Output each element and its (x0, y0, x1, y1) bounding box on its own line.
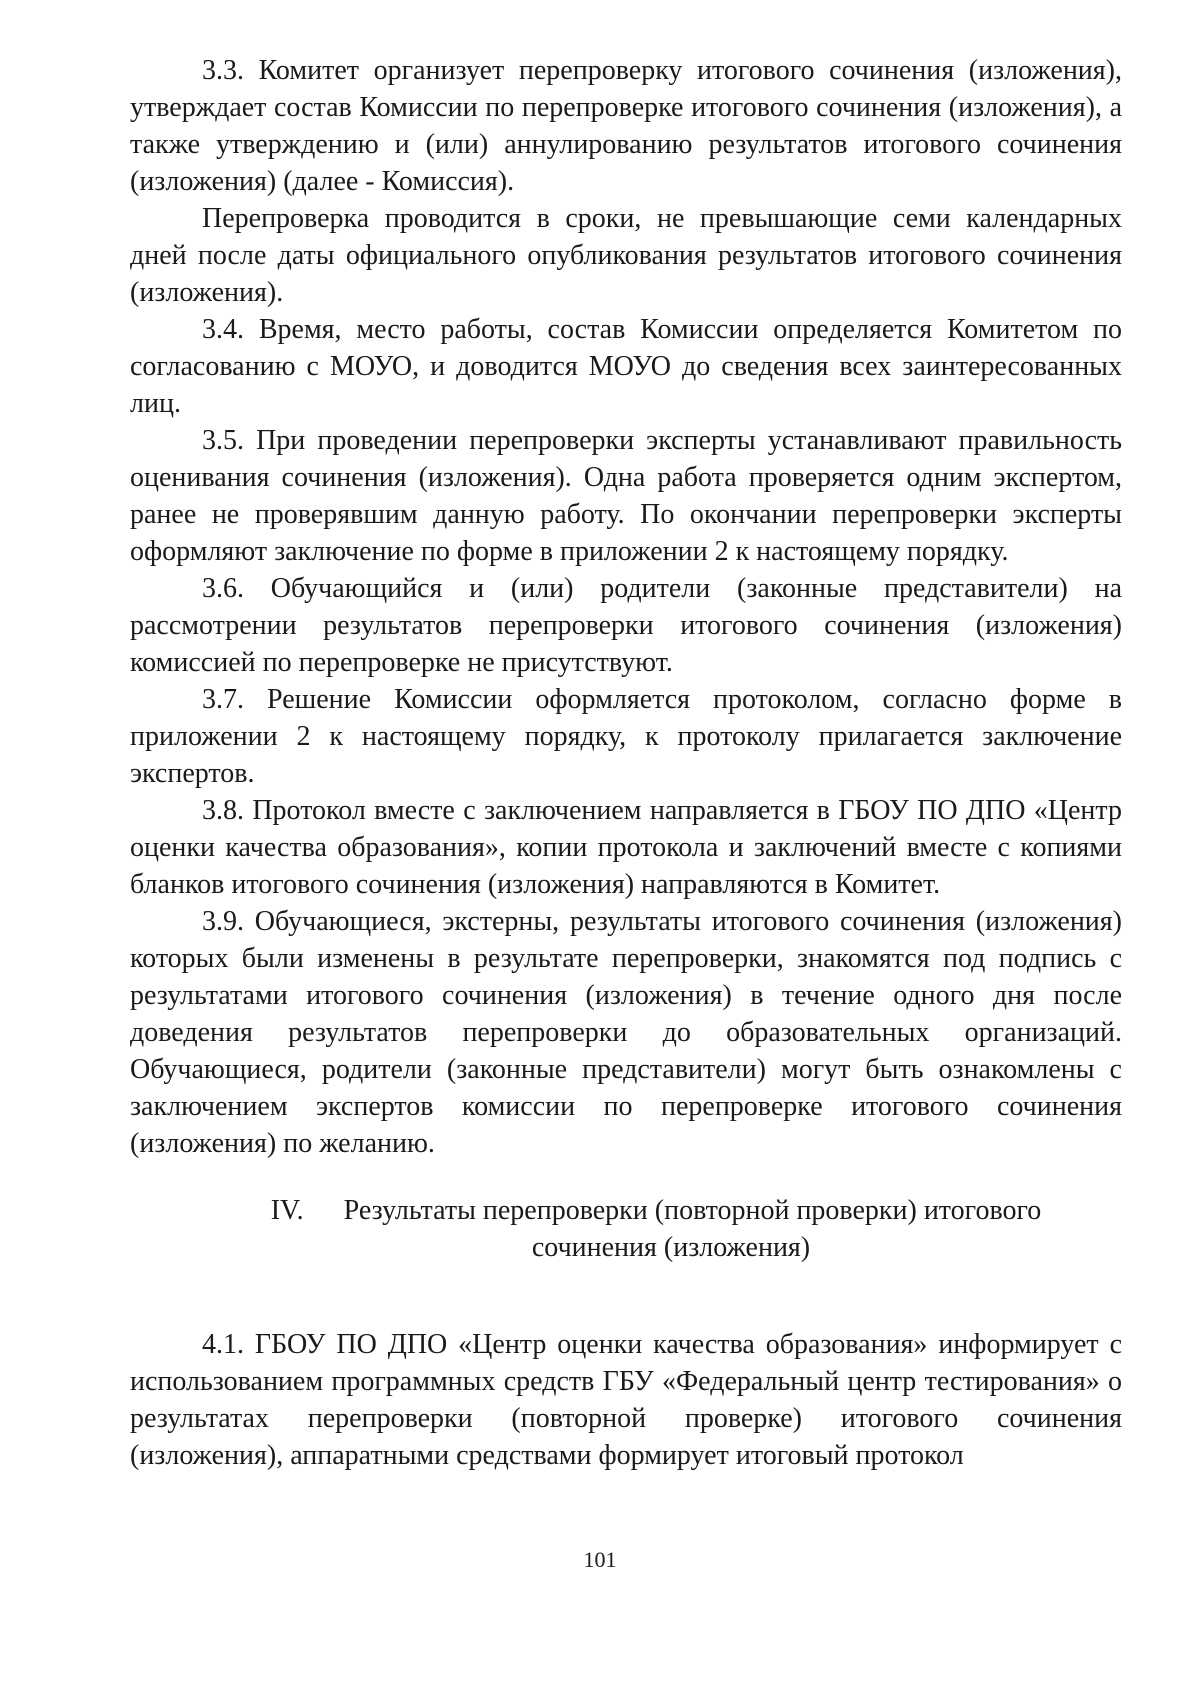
page-number: 101 (583, 1547, 617, 1572)
section-title-line-1: Результаты перепроверки (повторной проверки) итогового (343, 1195, 1042, 1226)
section-title-line-2: сочинения (изложения) (531, 1232, 811, 1263)
paragraph-3-3-recheck-term: Перепроверка проводится в сроки, не превышающие семи календарных дней после даты официального опубликования результатов итогового сочинения (изложения). (130, 203, 1122, 308)
section-number: IV. (270, 1195, 304, 1226)
paragraph-3-8: 3.8. Протокол вместе с заключением направляется в ГБОУ ПО ДПО «Центр оценки качества образования», копии протокола и заключений вместе с копиями бланков итогового сочинения (изложения) направляются в Комитет. (130, 795, 1122, 900)
paragraph-4-1: 4.1. ГБОУ ПО ДПО «Центр оценки качества образования» информирует с использованием программных средств ГБУ «Федеральный центр тестирования» о результатах перепроверки (повторной проверке) итогового сочинения (изложения), аппаратными средствами формирует итоговый протокол (130, 1329, 1122, 1471)
paragraph-3-5: 3.5. При проведении перепроверки эксперты устанавливают правильность оценивания сочинения (изложения). Одна работа проверяется одним экспертом, ранее не проверявшим данную работу. По окончании перепроверки эксперты оформляют заключение по форме в приложении 2 к настоящему порядку. (130, 425, 1122, 567)
document-page (130, 52, 1122, 1474)
section-heading (130, 1192, 1122, 1266)
paragraph-3-4: 3.4. Время, место работы, состав Комиссии определяется Комитетом по согласованию с МОУО, и доводится МОУО до сведения всех заинтересованных лиц. (130, 314, 1122, 419)
paragraph-3-7: 3.7. Решение Комиссии оформляется протоколом, согласно форме в приложении 2 к настоящему порядку, к протоколу прилагается заключение экспертов. (130, 684, 1122, 789)
section-heading-line-1 (130, 1192, 1122, 1229)
paragraph-3-9: 3.9. Обучающиеся, экстерны, результаты итогового сочинения (изложения) которых были изменены в результате перепроверки, знакомятся под подпись с результатами итогового сочинения (изложения) в течение одного дня после доведения результатов перепроверки до образовательных организаций. Обучающиеся, родители (законные представители) могут быть ознакомлены с заключением экспертов комиссии по перепроверке итогового сочинения (изложения) по желанию. (130, 906, 1122, 1159)
paragraph-3-3: 3.3. Комитет организует перепроверку итогового сочинения (изложения), утверждает состав Комиссии по перепроверке итогового сочинения (изложения), а также утверждению и (или) аннулированию результатов итогового сочинения (изложения) (далее - Комиссия). (130, 55, 1122, 197)
paragraph-3-6: 3.6. Обучающийся и (или) родители (законные представители) на рассмотрении результатов перепроверки итогового сочинения (изложения) комиссией по перепроверке не присутствуют. (130, 573, 1122, 678)
